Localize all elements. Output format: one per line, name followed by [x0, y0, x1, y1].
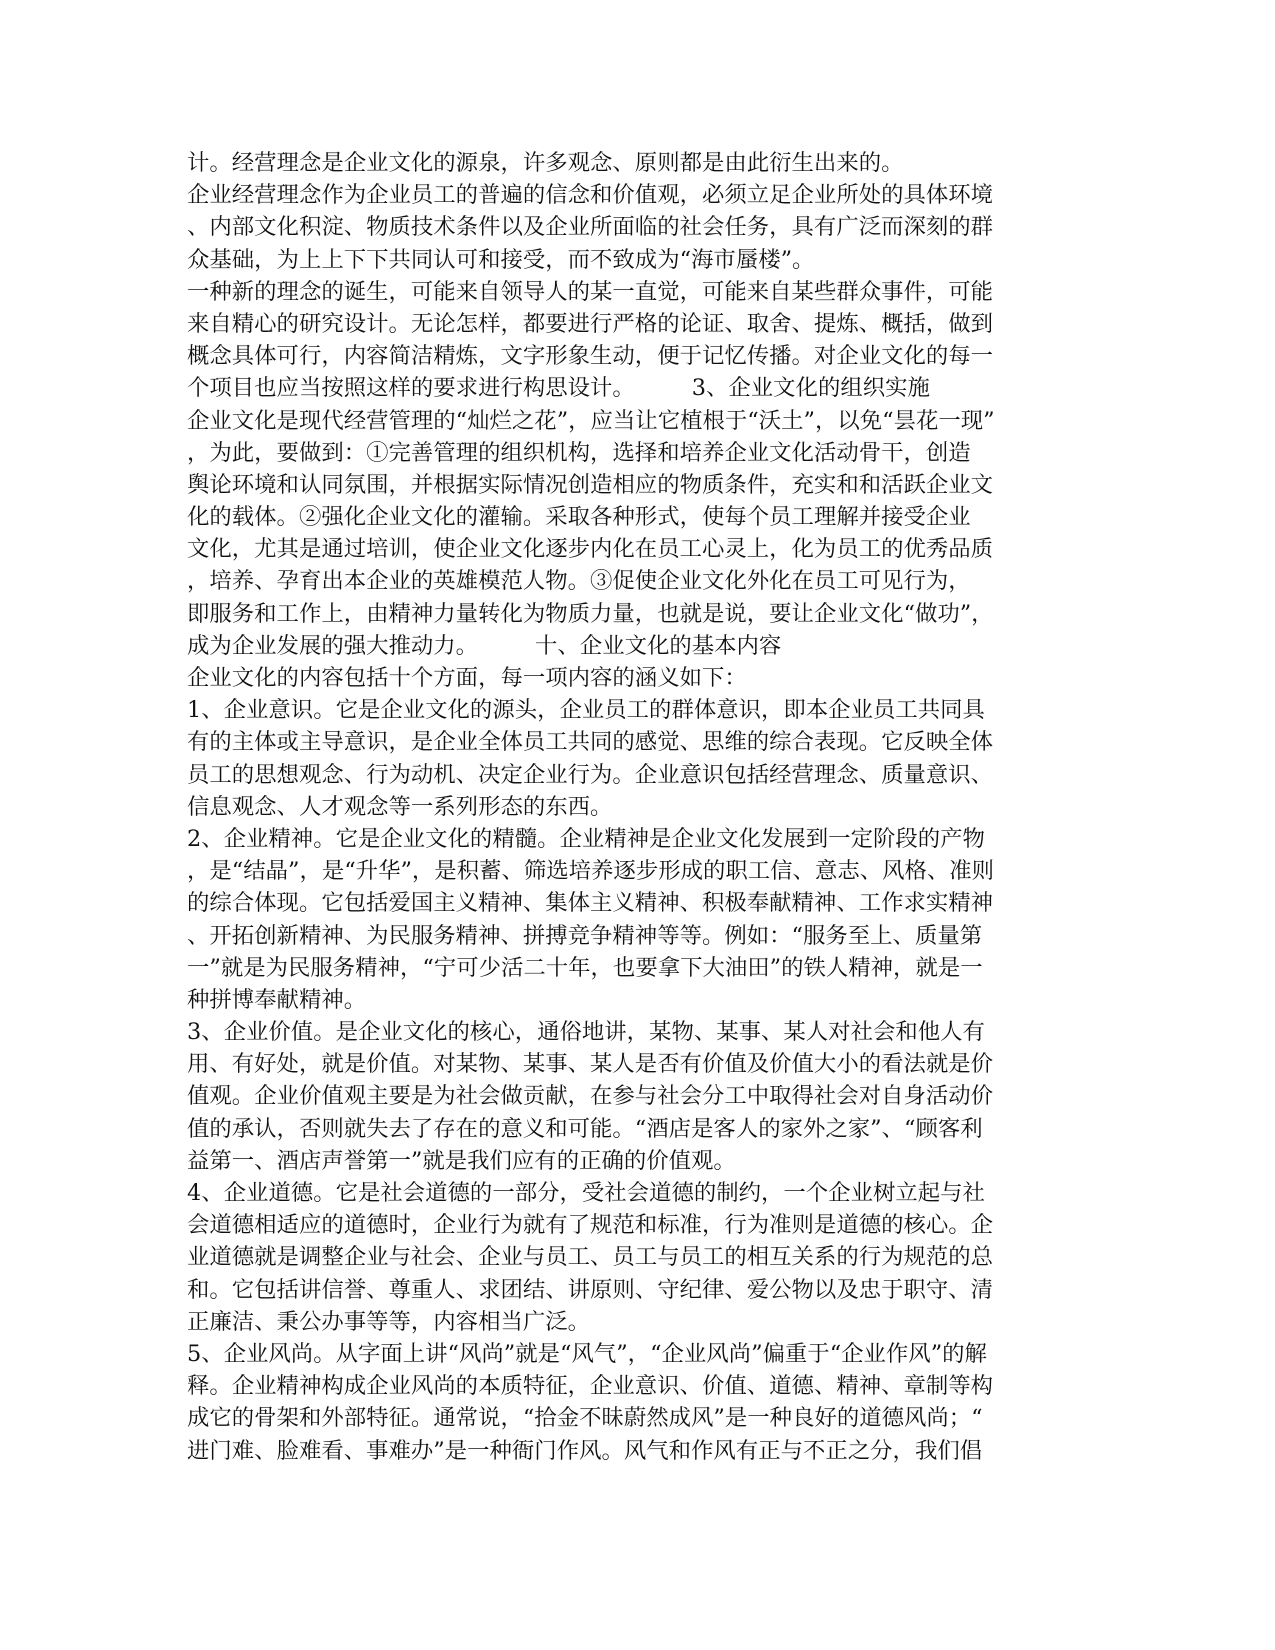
text-line: 的综合体现。它包括爱国主义精神、集体主义精神、积极奉献精神、工作求实精神 — [187, 890, 994, 917]
document-body — [187, 147, 1067, 1467]
text-line: 一种新的理念的诞生，可能来自领导人的某一直觉，可能来自某些群众事件，可能 — [187, 278, 994, 305]
text-line: 企业经营理念作为企业员工的普遍的信念和价值观，必须立足企业所处的具体环境 — [187, 182, 994, 209]
text-line: 2、企业精神。它是企业文化的精髓。企业精神是企业文化发展到一定阶段的产物 — [187, 825, 985, 852]
text-line: 个项目也应当按照这样的要求进行构思设计。 3、企业文化的组织实施 — [187, 375, 930, 402]
text-line: 种拼博奉献精神。 — [187, 986, 367, 1013]
text-line: 众基础，为上上下下共同认可和接受，而不致成为“海市蜃楼”。 — [187, 246, 815, 273]
text-line: 业道德就是调整企业与社会、企业与员工、员工与员工的相互关系的行为规范的总 — [187, 1244, 994, 1271]
text-line: 成为企业发展的强大推动力。 十、企业文化的基本内容 — [187, 632, 782, 659]
text-line: 会道德相适应的道德时，企业行为就有了规范和标准，行为准则是道德的核心。企 — [187, 1212, 994, 1239]
text-line: 概念具体可行，内容简洁精炼，文字形象生动，便于记忆传播。对企业文化的每一 — [187, 343, 994, 370]
text-line: 企业文化是现代经营管理的“灿烂之花”，应当让它植根于“沃土”，以免“昙花一现” — [187, 407, 995, 434]
text-line: 用、有好处，就是价值。对某物、某事、某人是否有价值及价值大小的看法就是价 — [187, 1051, 994, 1078]
text-line: 4、企业道德。它是社会道德的一部分，受社会道德的制约，一个企业树立起与社 — [187, 1180, 985, 1206]
text-line: 舆论环境和认同氛围，并根据实际情况创造相应的物质条件，充实和和活跃企业文 — [187, 471, 994, 498]
text-line: 化的载体。②强化企业文化的灌输。采取各种形式，使每个员工理解并接受企业 — [187, 504, 971, 531]
text-line: 企业文化的内容包括十个方面，每一项内容的涵义如下： — [187, 665, 747, 691]
text-line: ，为此，要做到：①完善管理的组织机构，选择和培养企业文化活动骨干，创造 — [187, 439, 971, 466]
text-line: 有的主体或主导意识，是企业全体员工共同的感觉、思维的综合表现。它反映全体 — [187, 729, 994, 756]
text-line: 计。经营理念是企业文化的源泉，许多观念、原则都是由此衍生出来的。 — [187, 150, 904, 176]
text-line: 员工的思想观念、行为动机、决定企业行为。企业意识包括经营理念、质量意识、 — [187, 761, 994, 788]
text-line: ，是“结晶”，是“升华”，是积蓄、筛选培养逐步形成的职工信、意志、风格、准则 — [187, 858, 995, 885]
text-line: 一”就是为民服务精神，“宁可少活二十年，也要拿下大油田”的铁人精神，就是一 — [187, 954, 983, 981]
text-line: ，培养、孕育出本企业的英雄模范人物。③促使企业文化外化在员工可见行为， — [187, 568, 971, 595]
text-line: 3、企业价值。是企业文化的核心，通俗地讲，某物、某事、某人对社会和他人有 — [187, 1019, 985, 1046]
text-line: 1、企业意识。它是企业文化的源头，企业员工的群体意识，即本企业员工共同具 — [187, 697, 985, 724]
text-line: 文化，尤其是通过培训，使企业文化逐步内化在员工心灵上，化为员工的优秀品质 — [187, 536, 994, 563]
text-line: 和。它包括讲信誉、尊重人、求团结、讲原则、守纪律、爱公物以及忠于职守、清 — [187, 1276, 994, 1303]
text-line: 正廉洁、秉公办事等等，内容相当广泛。 — [187, 1308, 591, 1335]
text-line: 信息观念、人才观念等一系列形态的东西。 — [187, 793, 613, 820]
text-line: 来自精心的研究设计。无论怎样，都要进行严格的论证、取舍、提炼、概括，做到 — [187, 310, 994, 337]
text-line: 值观。企业价值观主要是为社会做贡献，在参与社会分工中取得社会对自身活动价 — [187, 1083, 994, 1110]
text-line: 进门难、脸难看、事难办”是一种衙门作风。风气和作风有正与不正之分，我们倡 — [187, 1437, 983, 1464]
text-line: 、内部文化积淀、物质技术条件以及企业所面临的社会任务，具有广泛而深刻的群 — [187, 214, 994, 241]
text-line: 益第一、酒店声誉第一”就是我们应有的正确的价值观。 — [187, 1147, 736, 1174]
text-line: 成它的骨架和外部特征。通常说，“拾金不昧蔚然成风”是一种良好的道德风尚；“ — [187, 1405, 983, 1432]
text-line: 值的承认，否则就失去了存在的意义和可能。“酒店是客人的家外之家”、“顾客利 — [187, 1115, 983, 1142]
text-line: 5、企业风尚。从字面上讲“风尚”就是“风气”，“企业风尚”偏重于“企业作风”的解 — [187, 1340, 987, 1367]
text-line: 释。企业精神构成企业风尚的本质特征，企业意识、价值、道德、精神、章制等构 — [187, 1373, 994, 1400]
text-line: 、开拓创新精神、为民服务精神、拼搏竞争精神等等。例如：“服务至上、质量第 — [187, 922, 983, 949]
text-line: 即服务和工作上，由精神力量转化为物质力量，也就是说，要让企业文化“做功”， — [187, 600, 994, 627]
